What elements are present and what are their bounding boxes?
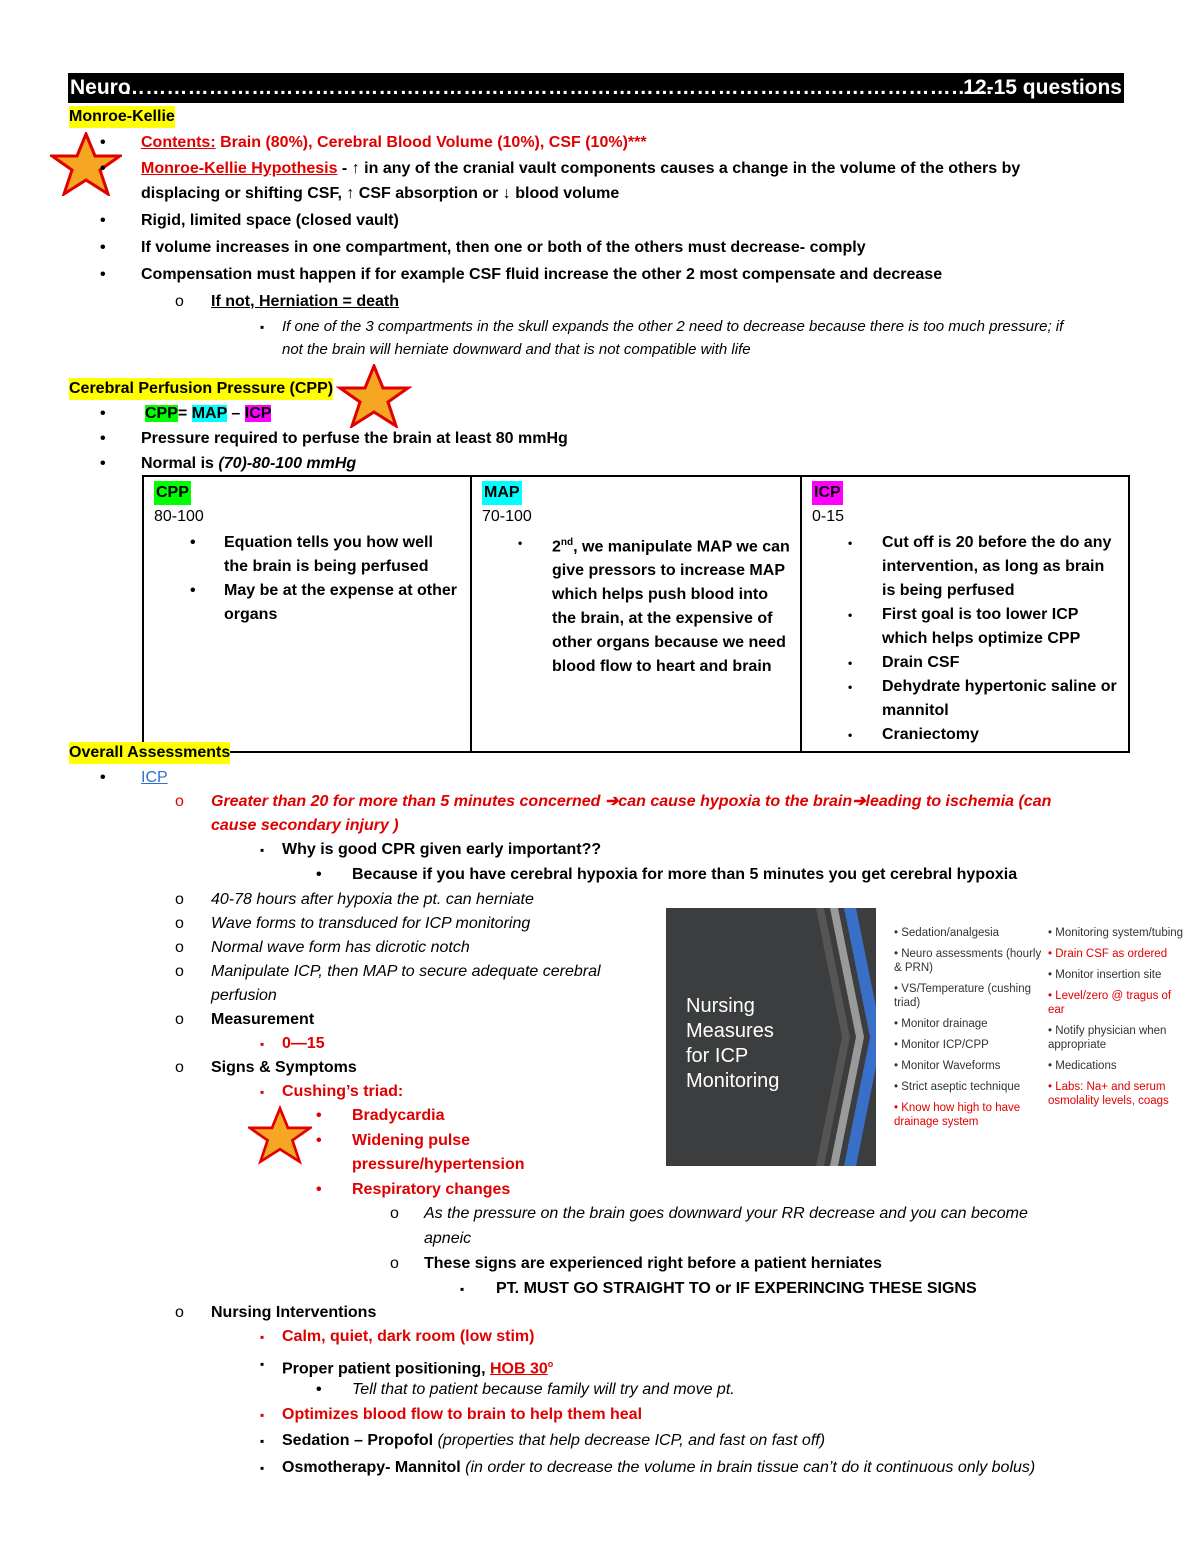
slide-item: • Monitor insertion site — [1048, 969, 1162, 981]
cpp-b3 — [141, 453, 356, 475]
slide-item-text: Strict aseptic technique — [901, 1081, 1021, 1093]
bullet: • — [100, 160, 106, 177]
title-dots: …………………………………………………………………………………………………………… — [124, 76, 994, 99]
slide-item-text: Monitor ICP/CPP — [901, 1039, 989, 1051]
cpp-b3-italic: (70)-80-100 mmHg — [218, 455, 357, 472]
bullet: • — [100, 405, 106, 422]
square-bullet: ▪ — [260, 1037, 265, 1051]
o1-a: Greater than 20 for more than 5 minutes concerned — [211, 793, 605, 810]
measurement-label: Measurement — [211, 1011, 315, 1028]
intervention-1: Calm, quiet, dark room (low stim) — [282, 1328, 535, 1345]
question-count: 12-15 questions — [963, 76, 1122, 99]
intervention-2-sub: Tell that to patient because family will try and move pt. — [352, 1381, 735, 1398]
slide-item: • Monitor Waveforms — [894, 1060, 1001, 1072]
slide-item-text: Monitor insertion site — [1055, 969, 1162, 981]
slide-right-column — [1048, 926, 1188, 1115]
overall-o4: Normal wave form has dicrotic notch — [211, 939, 470, 956]
interventions-label: Nursing Interventions — [211, 1304, 377, 1321]
cell-range-cpp: 80-100 — [154, 508, 204, 525]
intervention-2 — [282, 1353, 553, 1380]
overall-o2: 40-78 hours after hypoxia the pt. can herniate — [211, 891, 534, 908]
n4-pre: Sedation – Propofol — [282, 1432, 438, 1449]
bullet: • — [100, 266, 106, 283]
list-item: • Cut off is 20 before the do any intervention, as long as brain is being perfused — [848, 534, 1112, 599]
bullet: • — [100, 769, 106, 786]
eq-cpp: CPP — [145, 405, 178, 422]
monroe-b5: Compensation must happen if for example CSF fluid increase the other 2 most compensate and decrease — [141, 266, 943, 283]
slide-item-text: Drain CSF as ordered — [1055, 948, 1168, 960]
slide-item-text: Know how high to have drainage system — [894, 1102, 1021, 1128]
n2-pre: Proper patient positioning, — [282, 1360, 490, 1378]
widening-2: pressure/hypertension — [352, 1156, 525, 1173]
icp-link: ICP — [141, 769, 168, 786]
square-bullet: ▪ — [260, 1330, 265, 1344]
slide-item: • Labs: Na+ and serum osmolality levels, coags — [1048, 1081, 1169, 1107]
slide-item-text: Medications — [1055, 1060, 1117, 1072]
star-icon — [50, 132, 122, 196]
intervention-4 — [282, 1430, 825, 1452]
icp-item-text: Drain CSF — [882, 654, 960, 671]
slide-title-line: Nursing — [686, 995, 755, 1017]
n5-italic: (in order to decrease the volume in brain tissue can’t do it continuous only bolus) — [465, 1459, 1036, 1476]
cell-head-cpp: CPP — [154, 481, 191, 505]
arrow-icon: ➔ — [852, 793, 866, 810]
overall-heading: Overall Assessments — [69, 742, 230, 764]
bullet: • — [100, 134, 106, 151]
contents-text: Brain (80%), Cerebral Blood Volume (10%), CSF (10%)*** — [215, 134, 647, 151]
monroe-b4: If volume increases in one compartment, then one or both of the others must decrease- comply — [141, 239, 866, 256]
bullet: • — [100, 212, 106, 229]
circle-bullet: o — [175, 891, 184, 908]
bullet: • — [316, 866, 322, 883]
cell-range-icp: 0-15 — [812, 508, 845, 525]
icp-item-text: Craniectomy — [882, 726, 979, 743]
nursing-measures-slide — [666, 908, 1190, 1168]
map-item-pre: 2 — [552, 538, 561, 556]
cpp-map-icp-table — [142, 475, 1130, 753]
circle-bullet: o — [390, 1205, 399, 1222]
slide-item: • Sedation/analgesia — [894, 927, 1000, 939]
slide-item: • Neuro assessments (hourly & PRN) — [894, 948, 1042, 974]
bullet: • — [316, 1181, 322, 1198]
cpp-heading: Cerebral Perfusion Pressure (CPP) — [69, 378, 333, 400]
star-icon — [336, 364, 412, 428]
circle-bullet: o — [175, 1011, 184, 1028]
contents-label: Contents: — [141, 134, 216, 151]
icp-item-text: First goal is too lower ICP which helps optimize CPP — [882, 606, 1081, 647]
square-bullet: ▪ — [460, 1282, 465, 1296]
overall-o3: Wave forms to transduced for ICP monitoring — [211, 915, 531, 932]
slide-item-text: Neuro assessments (hourly & PRN) — [894, 948, 1042, 974]
eq-minus: – — [226, 405, 245, 422]
hypothesis-label: Monroe-Kellie Hypothesis — [141, 160, 338, 177]
n4-italic: (properties that help decrease ICP, and fast on fast off) — [437, 1432, 826, 1449]
degree-sup: o — [547, 1359, 554, 1369]
brady: Bradycardia — [352, 1107, 445, 1124]
table-cell-map — [471, 476, 801, 752]
slide-item: • Level/zero @ tragus of ear — [1048, 990, 1172, 1016]
resp-2: These signs are experienced right before a patient herniates — [424, 1255, 882, 1272]
resp-1-cont: apneic — [424, 1230, 472, 1247]
slide-item-text: Sedation/analgesia — [901, 927, 1000, 939]
slide-item: • Medications — [1048, 1060, 1117, 1072]
slide-item: • Drain CSF as ordered — [1048, 948, 1168, 960]
signs-label: Signs & Symptoms — [211, 1059, 357, 1076]
slide-title-line: for ICP — [686, 1045, 749, 1067]
slide-left-column — [894, 926, 1044, 1136]
circle-bullet: o — [390, 1255, 399, 1272]
bullet: • — [316, 1381, 322, 1398]
square-bullet: ▪ — [260, 1408, 265, 1422]
hypothesis-text: - ↑ in any of the cranial vault components causes a change in the volume of the others by — [337, 160, 1021, 177]
star-icon — [248, 1104, 312, 1166]
bullet: • — [316, 1107, 322, 1124]
slide-item: • Monitor drainage — [894, 1018, 988, 1030]
slide-item: • Monitoring system/tubing — [1048, 927, 1184, 939]
list-item: • Drain CSF — [848, 654, 960, 671]
circle-bullet: o — [175, 293, 184, 310]
resp-changes: Respiratory changes — [352, 1181, 511, 1198]
list-item: • Equation tells you how well the brain is being perfused — [190, 534, 433, 575]
square-bullet: ▪ — [260, 1461, 265, 1475]
monroe-subsub-2: not the brain will herniate downward and that is not compatible with life — [282, 341, 751, 358]
cpr-answer: Because if you have cerebral hypoxia for more than 5 minutes you get cerebral hypoxia — [352, 866, 1018, 883]
list-item: • Dehydrate hypertonic saline or mannitol — [848, 678, 1117, 719]
slide-item-text: Monitoring system/tubing — [1055, 927, 1184, 939]
intervention-5 — [282, 1457, 1035, 1479]
list-item: • May be at the expense at other organs — [190, 582, 457, 623]
cell-head-map: MAP — [482, 481, 522, 505]
square-bullet: ▪ — [260, 843, 265, 857]
slide-item-text: Monitor drainage — [901, 1018, 988, 1030]
bullet: • — [100, 455, 106, 472]
o1-c: leading to ischemia (can — [865, 793, 1052, 810]
list-item: • 2nd, we manipulate MAP we can give pressors to increase MAP which helps push blood into the brain, at the expensive of other organs because we need blood flow to heart and brain — [518, 536, 790, 676]
arrow-icon: ➔ — [604, 793, 619, 810]
cushing-label: Cushing’s triad: — [282, 1083, 404, 1100]
cpr-question: Why is good CPR given early important?? — [282, 841, 602, 858]
slide-item: • Know how high to have drainage system — [894, 1102, 1021, 1128]
icp-item-text: Dehydrate hypertonic saline or mannitol — [882, 678, 1117, 719]
slide-item-text: Level/zero @ tragus of ear — [1048, 990, 1172, 1016]
cpp-b2: Pressure required to perfuse the brain at least 80 mmHg — [141, 430, 568, 447]
slide-chevron-stripes — [816, 908, 876, 1166]
page-title-bar — [68, 73, 1124, 103]
table-cell-cpp — [143, 476, 471, 752]
overall-o5-cont: perfusion — [211, 987, 277, 1004]
cell-head-icp: ICP — [812, 481, 843, 505]
monroe-b3: Rigid, limited space (closed vault) — [141, 212, 399, 229]
slide-item: • Notify physician when appropriate — [1048, 1025, 1167, 1051]
square-bullet: ▪ — [260, 1357, 265, 1371]
intervention-3: Optimizes blood flow to brain to help them heal — [282, 1406, 643, 1423]
slide-title — [686, 994, 779, 1094]
icp-item-text: Cut off is 20 before the do any intervention, as long as brain is being perfused — [882, 534, 1112, 599]
slide-item-text: Labs: Na+ and serum osmolality levels, coags — [1048, 1081, 1169, 1107]
circle-bullet: o — [175, 1304, 184, 1321]
resp-3: PT. MUST GO STRAIGHT TO or IF EXPERINCING THESE SIGNS — [496, 1280, 977, 1297]
monroe-subsub-1: If one of the 3 compartments in the skull expands the other 2 need to decrease because there is too much pressure; if — [282, 318, 1064, 335]
slide-item-text: VS/Temperature (cushing triad) — [894, 983, 1031, 1009]
map-item-sup: nd — [560, 537, 574, 548]
square-bullet: ▪ — [260, 320, 265, 334]
slide-item: • Strict aseptic technique — [894, 1081, 1021, 1093]
bullet: • — [316, 1132, 322, 1149]
eq-equals: = — [177, 405, 192, 422]
circle-bullet: o — [175, 939, 184, 956]
circle-bullet: o — [175, 793, 184, 810]
hypothesis-text-2: displacing or shifting CSF, ↑ CSF absorption or ↓ blood volume — [141, 185, 620, 202]
bullet: • — [100, 430, 106, 447]
eq-map: MAP — [191, 405, 227, 422]
contents-line — [141, 132, 647, 154]
list-item: • First goal is too lower ICP which helps optimize CPP — [848, 606, 1081, 647]
circle-bullet: o — [175, 915, 184, 932]
slide-item: • VS/Temperature (cushing triad) — [894, 983, 1031, 1009]
monroe-sub: If not, Herniation = death — [211, 293, 400, 310]
slide-title-line: Measures — [686, 1020, 774, 1042]
page-title: Neuro — [70, 76, 131, 99]
o1-b: can cause hypoxia to the brain — [618, 793, 853, 810]
overall-o1-cont: cause secondary injury ) — [211, 817, 399, 834]
overall-o1 — [211, 791, 1051, 813]
circle-bullet: o — [175, 1059, 184, 1076]
cpp-b3-pre: Normal is — [141, 455, 219, 472]
slide-item-text: Notify physician when appropriate — [1048, 1025, 1167, 1051]
slide-item: • Monitor ICP/CPP — [894, 1039, 989, 1051]
hob-30: HOB 30 — [490, 1360, 548, 1378]
cpp-item-text: May be at the expense at other organs — [224, 582, 457, 623]
square-bullet: ▪ — [260, 1085, 265, 1099]
cell-range-map: 70-100 — [482, 508, 532, 525]
cpp-equation — [145, 403, 271, 425]
circle-bullet: o — [175, 963, 184, 980]
widening-1: Widening pulse — [352, 1132, 471, 1149]
map-item-text: , we manipulate MAP we can give pressors to increase MAP which helps push blood into the brain, at the expensive of other organs because we need blood flow to heart and brain — [552, 538, 790, 676]
n5-pre: Osmotherapy- Mannitol — [282, 1459, 466, 1476]
eq-icp: ICP — [244, 405, 272, 422]
slide-item-text: Monitor Waveforms — [901, 1060, 1001, 1072]
list-item: • Craniectomy — [848, 726, 979, 743]
monroe-heading: Monroe-Kellie — [69, 106, 175, 128]
hypothesis-line — [141, 158, 1020, 180]
slide-title-line: Monitoring — [686, 1070, 780, 1092]
table-cell-icp — [801, 476, 1129, 752]
bullet: • — [100, 239, 106, 256]
resp-1: As the pressure on the brain goes downward your RR decrease and you can become — [424, 1205, 1028, 1222]
overall-o5: Manipulate ICP, then MAP to secure adequate cerebral — [211, 963, 601, 980]
square-bullet: ▪ — [260, 1434, 265, 1448]
measurement-value: 0—15 — [282, 1035, 325, 1052]
cpp-item-text: Equation tells you how well the brain is being perfused — [224, 534, 433, 575]
